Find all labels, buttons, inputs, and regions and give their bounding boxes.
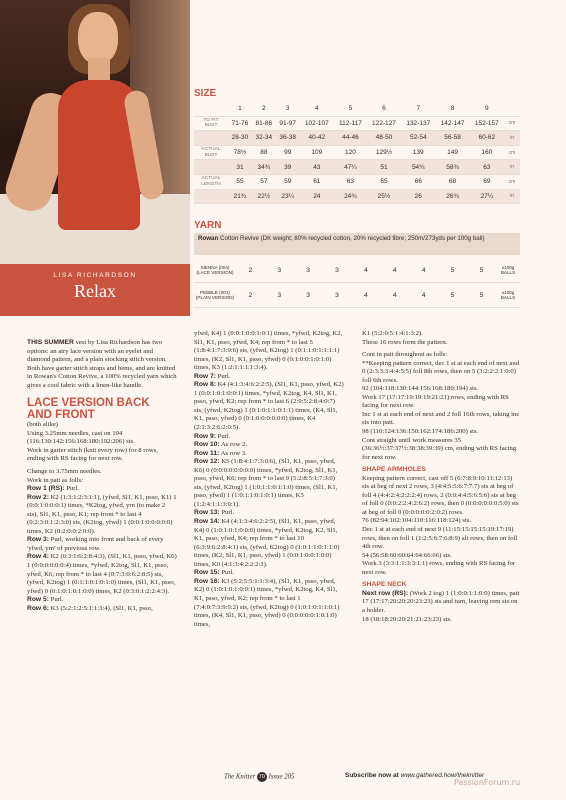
size-cell: 91-97 bbox=[276, 116, 300, 131]
pattern-row: Row 12: K5 (1:8:4:1:7:3:0:6), (Sl1, K1, psso, yfwd, K6) 0 (0:0:0:0:0:0:0:0) times, *yfwd, K2tog, Sl1, K1, psso, yfwd, K6; rep from * to last 9 (5:2:8:5:1:7:3:0) sts, (yfwd, K2tog) 1 (1:0:1:1:0:1:1:0) times, (Sl1, K1, psso, yfwd) 1 (1:0:1:1:0:1:0:1) times, K5 (1:2:4:1:1:3:0:1). bbox=[194, 458, 338, 508]
yarn-cell: 5 bbox=[467, 258, 496, 283]
size-row bbox=[194, 189, 520, 204]
section-heading: SHAPE ARMHOLES bbox=[362, 466, 426, 474]
yarn-description bbox=[194, 233, 520, 255]
pattern-row: Row 4: K2 (6:3:1:6:2:8:4:3), (Sl1, K1, psso, yfwd, K6) 1 (0:0:0:0:0:0:4) times, *yfwd, K2tog, Sl1, K1, psso, yfwd, K6; rep from * to last 4 (0:7:3:0:6:2:8:5) sts, (yfwd, K2tog) 1 (0:1:1:0:1:0:1:0) times, (Sl1, K1, psso, yfwd) 0 (0:1:0:1:0:1:0:0) times, K2 (0:3:0:1:2:2:4:3). bbox=[27, 553, 177, 595]
size-table bbox=[194, 102, 520, 204]
yarn-table bbox=[194, 258, 520, 308]
size-cell: 34¾ bbox=[252, 160, 276, 175]
yarn-cell: 3 bbox=[294, 283, 323, 308]
size-cell: 149 bbox=[435, 145, 469, 160]
pattern-row: Row 5: Purl. bbox=[27, 596, 64, 604]
yarn-cell: 3 bbox=[323, 258, 352, 283]
pattern-row: 54 (56:58:60:60:64:64:66:66) sts. bbox=[362, 551, 452, 559]
pattern-row: Next row (RS): (Work 2 tog) 1 (1:0:0:1:1:0:0) times, patt 17 (17:17:20:20:20:23:23) sts and turn, leaving rem sts on a holder. bbox=[362, 589, 520, 614]
yarn-cell: 3 bbox=[323, 283, 352, 308]
size-unit: in bbox=[504, 189, 520, 204]
pattern-row: 92 (104:118:130:144:156:168:180:194) sts. bbox=[362, 385, 479, 393]
intro-paragraph bbox=[27, 339, 177, 390]
size-cell: 78½ bbox=[228, 145, 252, 160]
yarn-cell: 2 bbox=[236, 258, 265, 283]
pattern-row: Row 8: K4 (4:1:3:4:6:2:2:5), (Sl1, K1, psso, yfwd, K2) 1 (0:0:1:0:1:0:0:1) times, *yfwd, K2tog, K4, Sl1, K1, psso, yfwd, K2; rep from * to last 6 (2:9:5:2:8:4:0:7) sts, (yfwd, K2tog) 1 (0:1:0:1:1:0:1:1) times, (K4, Sl1, K1, psso, yfwd) 0 (0:1:0:0:0:0:0:0) times, K4 (2:1:3:2:6:2:0:5). bbox=[194, 381, 344, 432]
size-cell: 139 bbox=[401, 145, 435, 160]
pattern-row: These 16 rows form the pattern. bbox=[362, 338, 448, 346]
size-row-label bbox=[194, 189, 228, 204]
pattern-row: Inc 1 st at each end of next and 2 foll 16th rows, taking inc sts into patt. bbox=[362, 410, 520, 427]
instruction-paragraph: Work in patt as folls: bbox=[27, 476, 83, 484]
size-cell: 52-54 bbox=[401, 131, 435, 146]
title-banner bbox=[0, 264, 190, 316]
size-cell: 142-147 bbox=[435, 116, 469, 131]
column-1 bbox=[27, 339, 177, 613]
lace-heading: LACE VERSION BACK AND FRONT bbox=[27, 397, 150, 421]
size-cell: 160 bbox=[470, 145, 504, 160]
size-unit: in bbox=[504, 160, 520, 175]
size-cell: 60-62 bbox=[470, 131, 504, 146]
size-col-header: 6 bbox=[367, 102, 401, 116]
pattern-row: 98 (110:124:136:150:162:174:186:200) sts. bbox=[362, 428, 479, 436]
size-cell: 21¾ bbox=[228, 189, 252, 204]
yarn-cell: 4 bbox=[380, 258, 409, 283]
size-unit: cm bbox=[504, 174, 520, 189]
size-cell: 24 bbox=[300, 189, 334, 204]
size-row bbox=[194, 145, 520, 160]
size-cell: 112-117 bbox=[334, 116, 367, 131]
pattern-row: Row 15: Purl. bbox=[194, 569, 235, 577]
pattern-row: Cont straight until work measures 35 (36:36½:37:37½:38:38:39:39) cm, ending with RS facing for next row. bbox=[362, 436, 517, 461]
size-row bbox=[194, 174, 520, 189]
size-cell: 23¼ bbox=[276, 189, 300, 204]
yarn-spec: Cotton Revive (DK weight; 80% recycled cotton, 20% recycled fibre; 250m/273yds per 100g ball) bbox=[220, 235, 485, 242]
pattern-row: Row 1 (RS): Purl. bbox=[27, 485, 80, 493]
size-row-label: TO FIT BUST bbox=[194, 116, 228, 131]
size-cell: 25½ bbox=[367, 189, 401, 204]
size-cell: 66 bbox=[401, 174, 435, 189]
size-col-header: 3 bbox=[276, 102, 300, 116]
page-number: 70 bbox=[258, 774, 265, 780]
size-cell: 102-107 bbox=[300, 116, 334, 131]
yarn-cell: 4 bbox=[352, 283, 381, 308]
size-cell: 71-76 bbox=[228, 116, 252, 131]
yarn-cell: 4 bbox=[352, 258, 381, 283]
size-cell: 24¾ bbox=[334, 189, 367, 204]
size-cell: 122-127 bbox=[367, 116, 401, 131]
size-cell: 81-86 bbox=[252, 116, 276, 131]
size-col-header: 1 bbox=[228, 102, 252, 116]
size-cell: 51 bbox=[367, 160, 401, 175]
yarn-cell: 3 bbox=[294, 258, 323, 283]
size-cell: 69 bbox=[470, 174, 504, 189]
size-unit: cm bbox=[504, 145, 520, 160]
yarn-brand: Rowan bbox=[198, 235, 219, 242]
yarn-cell: 4 bbox=[409, 258, 438, 283]
pattern-row: K1 (5:2:0:5:1:4:1:3:2). bbox=[362, 330, 423, 337]
pattern-row: 18 (18:18:20:20:21:21:23:23) sts. bbox=[362, 615, 452, 623]
size-col-header: 8 bbox=[435, 102, 469, 116]
size-cell: 99 bbox=[276, 145, 300, 160]
size-row bbox=[194, 116, 520, 131]
size-corner bbox=[194, 102, 228, 116]
yarn-cell: 3 bbox=[265, 258, 294, 283]
pattern-row: Row 3: Purl, working into front and back of every 'yfwd, yrn' of previous row. bbox=[27, 536, 164, 552]
yarn-cell: 4 bbox=[380, 283, 409, 308]
pattern-row: Row 14: K4 (4:1:3:4:6:2:2:5), (Sl1, K1, psso, yfwd, K4) 0 (1:0:1:0:1:0:0:0) times, *yfwd, K2tog, K2, Sl1, K1, psso, yfwd, K4; rep from * to last 10 (6:3:9:6:2:8:4:1) sts, (yfwd, K2tog) 0 (1:0:1:1:0:1:1:0) times, (K2, Sl1, K1, psso, yfwd) 1 (0:0:1:0:0:1:0:0) times, K0 (4:1:3:4:2:2:2:1). bbox=[194, 518, 340, 568]
subscribe-text: Subscribe now at bbox=[345, 772, 399, 779]
size-unit: cm bbox=[504, 116, 520, 131]
section-heading: SHAPE NECK bbox=[362, 581, 407, 589]
issue-number: Issue 205 bbox=[268, 773, 295, 781]
size-cell: 39 bbox=[276, 160, 300, 175]
size-cell: 58¾ bbox=[435, 160, 469, 175]
yarn-unit: x100g BALLS bbox=[496, 258, 520, 283]
column-2 bbox=[194, 330, 344, 629]
pattern-row: Row 13: Purl. bbox=[194, 509, 235, 517]
pattern-row: Cont in patt throughout as folls: bbox=[362, 351, 448, 359]
yarn-heading: YARN bbox=[194, 220, 222, 231]
size-cell: 55 bbox=[228, 174, 252, 189]
size-row bbox=[194, 131, 520, 146]
size-cell: 44-46 bbox=[334, 131, 367, 146]
size-unit: in bbox=[504, 131, 520, 146]
size-cell: 48-50 bbox=[367, 131, 401, 146]
yarn-cell: 5 bbox=[438, 258, 467, 283]
pattern-row: Keeping pattern correct, cast off 5 (6:7:8:9:10:11:12:13) sts at beg of next 2 rows, 3 (4:4:5:5:6:7:7:7) sts at beg of foll 4 (4:4:2:4:2:2:2:4) rows, 2 (0:0:4:4:5:6:5:6) sts at beg of foll 0 (0:0:2:2:4:2:6:2) rows, then 0 (0:0:0:0:0:0:5:0) sts at beg of foll 0 (0:0:0:0:0:2:0:2) rows. bbox=[362, 474, 519, 516]
size-cell: 129½ bbox=[367, 145, 401, 160]
size-cell: 28-30 bbox=[228, 131, 252, 146]
pattern-row: **Keeping pattern correct, dec 1 st at each end of next and 0 (2:3:3:3:4:4:5:5) foll 8th rows, then on 5 (3:2:2:2:1:0:0) foll 6th rows. bbox=[362, 359, 520, 384]
pattern-title: Relax bbox=[74, 281, 116, 301]
size-cell: 22½ bbox=[252, 189, 276, 204]
size-row-label: ACTUAL LENGTH bbox=[194, 174, 228, 189]
size-row bbox=[194, 160, 520, 175]
size-heading: SIZE bbox=[194, 88, 217, 99]
pattern-row: yfwd, K4) 1 (0:0:1:0:0:1:0:1) times, *yfwd, K2tog, K2, Sl1, K1, psso, yfwd, K4; rep from * to last 5 (1:8:4:1:7:3:9:6) sts, (yfwd, K2tog) 1 (0:1:1:0:1:1:1:1) times, (K2, Sl1, K1, psso, yfwd) 0 (0:1:0:0:1:0:1:0) times, K3 (1:2:1:1:1:1:3:4). bbox=[194, 330, 343, 372]
magazine-name: The Knitter bbox=[224, 773, 256, 781]
pattern-row: 76 (82:94:102:104:110:116:118:124) sts. bbox=[362, 517, 472, 525]
size-cell: 26¾ bbox=[435, 189, 469, 204]
yarn-cell: 3 bbox=[265, 283, 294, 308]
size-cell: 43 bbox=[300, 160, 334, 175]
size-cell: 61 bbox=[300, 174, 334, 189]
size-row-label: ACTUAL BUST bbox=[194, 145, 228, 160]
size-cell: 31 bbox=[228, 160, 252, 175]
pattern-row: Row 10: As row 2. bbox=[194, 441, 248, 449]
yarn-cell: 4 bbox=[409, 283, 438, 308]
pattern-row: Dec 1 st at each end of next 9 (11:15:15:15:15:19:17:19) rows, then on foll 1 (1:2:5:6:7:6:8:9) alt rows, then on foll 4th row. bbox=[362, 526, 518, 551]
pattern-row: Row 7: Purl. bbox=[194, 372, 231, 380]
size-col-header: 7 bbox=[401, 102, 435, 116]
intro-text: vest by Lisa Richardson has two options: an airy lace version with an eyelet and diamond pattern, and a plain stocking stitch version. Both have garter stitch straps and hems, and are knitted in Rowan's Cotton Revive, a 100% recycled yarn which gives a cool fabric with a linen-like handle. bbox=[27, 339, 177, 389]
size-cell: 57 bbox=[252, 174, 276, 189]
size-col-header: 2 bbox=[252, 102, 276, 116]
intro-lead: THIS SUMMER bbox=[27, 339, 74, 346]
yarn-unit: x100g BALLS bbox=[496, 283, 520, 308]
size-cell: 132-137 bbox=[401, 116, 435, 131]
size-row-label bbox=[194, 160, 228, 175]
yarn-cell: 5 bbox=[467, 283, 496, 308]
pattern-row: Work 3 (3:3:1:1:3:3:1:1) rows, ending with RS facing for next row. bbox=[362, 560, 516, 576]
yarn-row bbox=[194, 258, 520, 283]
size-cell: 63 bbox=[470, 160, 504, 175]
instruction-paragraph: Change to 3.75mm needles. bbox=[27, 468, 102, 476]
size-col-header: 9 bbox=[470, 102, 504, 116]
size-cell: 56-58 bbox=[435, 131, 469, 146]
size-cell: 88 bbox=[252, 145, 276, 160]
size-cell: 32-34 bbox=[252, 131, 276, 146]
size-cell: 68 bbox=[435, 174, 469, 189]
size-col-header: 4 bbox=[300, 102, 334, 116]
yarn-cell: 5 bbox=[438, 283, 467, 308]
size-cell: 36-38 bbox=[276, 131, 300, 146]
watermark: PassionForum.ru bbox=[454, 778, 521, 787]
pattern-row: Work 17 (17:17:19:19:19:21:21) rows, ending with RS facing for next row. bbox=[362, 393, 509, 410]
size-row-label bbox=[194, 131, 228, 146]
designer-name: LISA RICHARDSON bbox=[53, 272, 137, 279]
size-cell: 26 bbox=[401, 189, 435, 204]
size-cell: 120 bbox=[334, 145, 367, 160]
yarn-cell: 2 bbox=[236, 283, 265, 308]
pattern-row: Row 9: Purl. bbox=[194, 432, 231, 440]
yarn-row bbox=[194, 283, 520, 308]
column-3 bbox=[362, 330, 520, 624]
pattern-row: Row 11: As row 3. bbox=[194, 449, 247, 457]
yarn-colour: PEBBLE (001) (PLAIN VERSION) bbox=[194, 283, 236, 308]
size-col-header: 5 bbox=[334, 102, 367, 116]
size-cell: 63 bbox=[334, 174, 367, 189]
size-cell: 109 bbox=[300, 145, 334, 160]
pattern-row: Row 6: K3 (5:2:1:2:5:1:1:3:4), (Sl1, K1, psso, bbox=[27, 604, 153, 612]
model-photo bbox=[0, 0, 190, 264]
yarn-colour: SIENNA (004) (LACE VERSION) bbox=[194, 258, 236, 283]
size-cell: 40-42 bbox=[300, 131, 334, 146]
size-cell: 59 bbox=[276, 174, 300, 189]
instruction-paragraph: (both alike) bbox=[27, 421, 59, 429]
instruction-paragraph: Work in garter stitch (knit every row) for 8 rows, ending with RS facing for next row. bbox=[27, 446, 158, 463]
size-cell: 152-157 bbox=[470, 116, 504, 131]
size-cell: 47¼ bbox=[334, 160, 367, 175]
instruction-paragraph: Using 3.25mm needles, cast on 104 (116:130:142:156:168:180:192:206) sts. bbox=[27, 429, 135, 446]
size-cell: 65 bbox=[367, 174, 401, 189]
size-cell: 27¼ bbox=[470, 189, 504, 204]
pattern-row: Row 16: K3 (5:2:5:5:1:1:3:4), (Sl1, K1, psso, yfwd, K2) 0 (1:0:1:0:1:0:0:1) times, *yfwd, K2tog, K4, Sl1, K1, psso, yfwd, K2; rep from * to last 1 (7:4:0:7:3:9:5:2) sts, (yfwd, K2tog) 0 (1:0:1:0:1:1:0:1) times, (K4, Sl1, K1, psso, yfwd) 0 (0:0:0:0:0:1:0:1:0) times, bbox=[194, 577, 340, 628]
size-cell: 54¾ bbox=[401, 160, 435, 175]
pattern-row: Row 2: K2 (1:3:1:2:3:1:1), (yfwd, Sl1, K1, psso, K1) 1 (0:0:1:0:0:0:1) times, *K2tog, yfwd, yrn (to make 2 sts), Sl1, K1, psso, K1; rep from * to last 4 (0:2:3:0:1:2:3:0) sts, (K2tog, yfwd) 1 (0:0:1:0:0:0:0:0) times, K2 (0:2:0:0:2:0:0). bbox=[27, 493, 177, 535]
subscribe-url[interactable]: www.gathered.how/theknitter bbox=[400, 772, 485, 779]
